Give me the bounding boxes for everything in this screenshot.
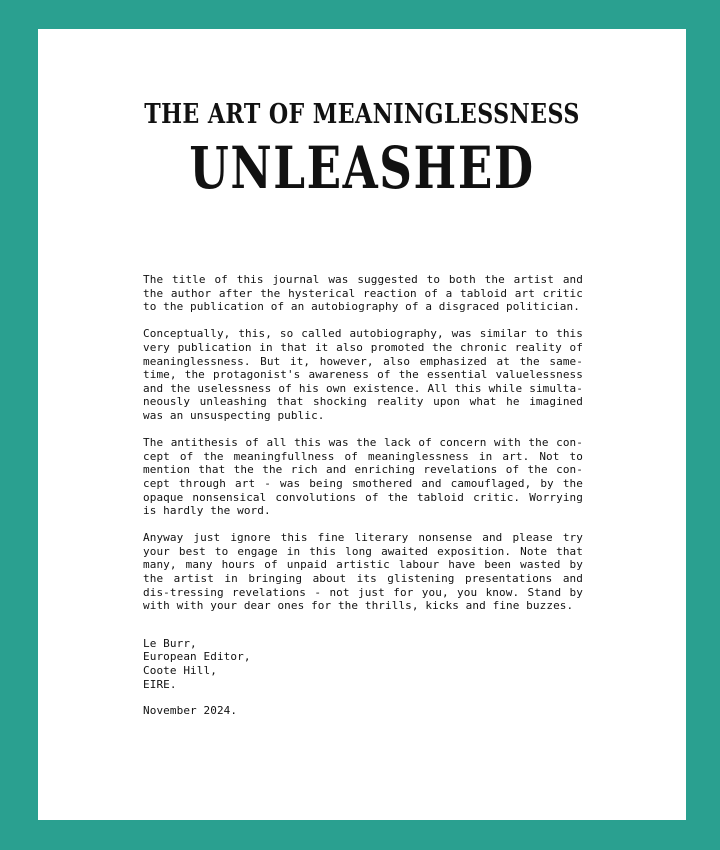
title-line-2: UNLEASHED [189,134,535,202]
signature-name: Le Burr, [143,636,197,650]
paragraph-3: The antithesis of all this was the lack of concern with the con-cept of the meaningfullness of meaninglessness in art. Not to mention that the the rich and enriching revelations of the con-cept through art - was being smothered and camouflaged, by the opaque nonsensical convolutions of the tabloid critic. Worrying is hardly the word. [143,436,583,518]
body-text [143,273,583,718]
page-sheet [38,29,686,820]
paragraph-2: Conceptually, this, so called autobiography, was similar to this very publication in that it also promoted the chronic reality of meaninglessness. But it, however, also emphasized at the same-time, the protagonist's awareness of the essential valuelessness and the uselessness of his own existence. All this while simulta-neously unleashing that shocking reality upon what he imagined was an unsuspecting public. [143,327,583,422]
date-line: November 2024. [143,704,238,718]
paragraph-4: Anyway just ignore this fine literary nonsense and please try your best to engage in this long awaited exposition. Note that many, many hours of unpaid artistic labour have been wasted by the artist in bringing about its glistening presentations and dis-tressing revelations - not just for you, you know. Stand by with with your dear ones for the thrills, kicks and fine buzzes. [143,531,583,613]
paragraph-1: The title of this journal was suggested to both the artist and the author after the hysterical reaction of a tabloid art critic to the publication of an autobiography of a disgraced politician. [143,273,583,314]
title-line-1: THE ART OF MEANINGLESSNESS [144,99,580,130]
signature-block [143,637,583,691]
signature-role: European Editor, [143,650,251,664]
signature-country: EIRE. [143,677,177,691]
signature-town: Coote Hill, [143,664,217,678]
